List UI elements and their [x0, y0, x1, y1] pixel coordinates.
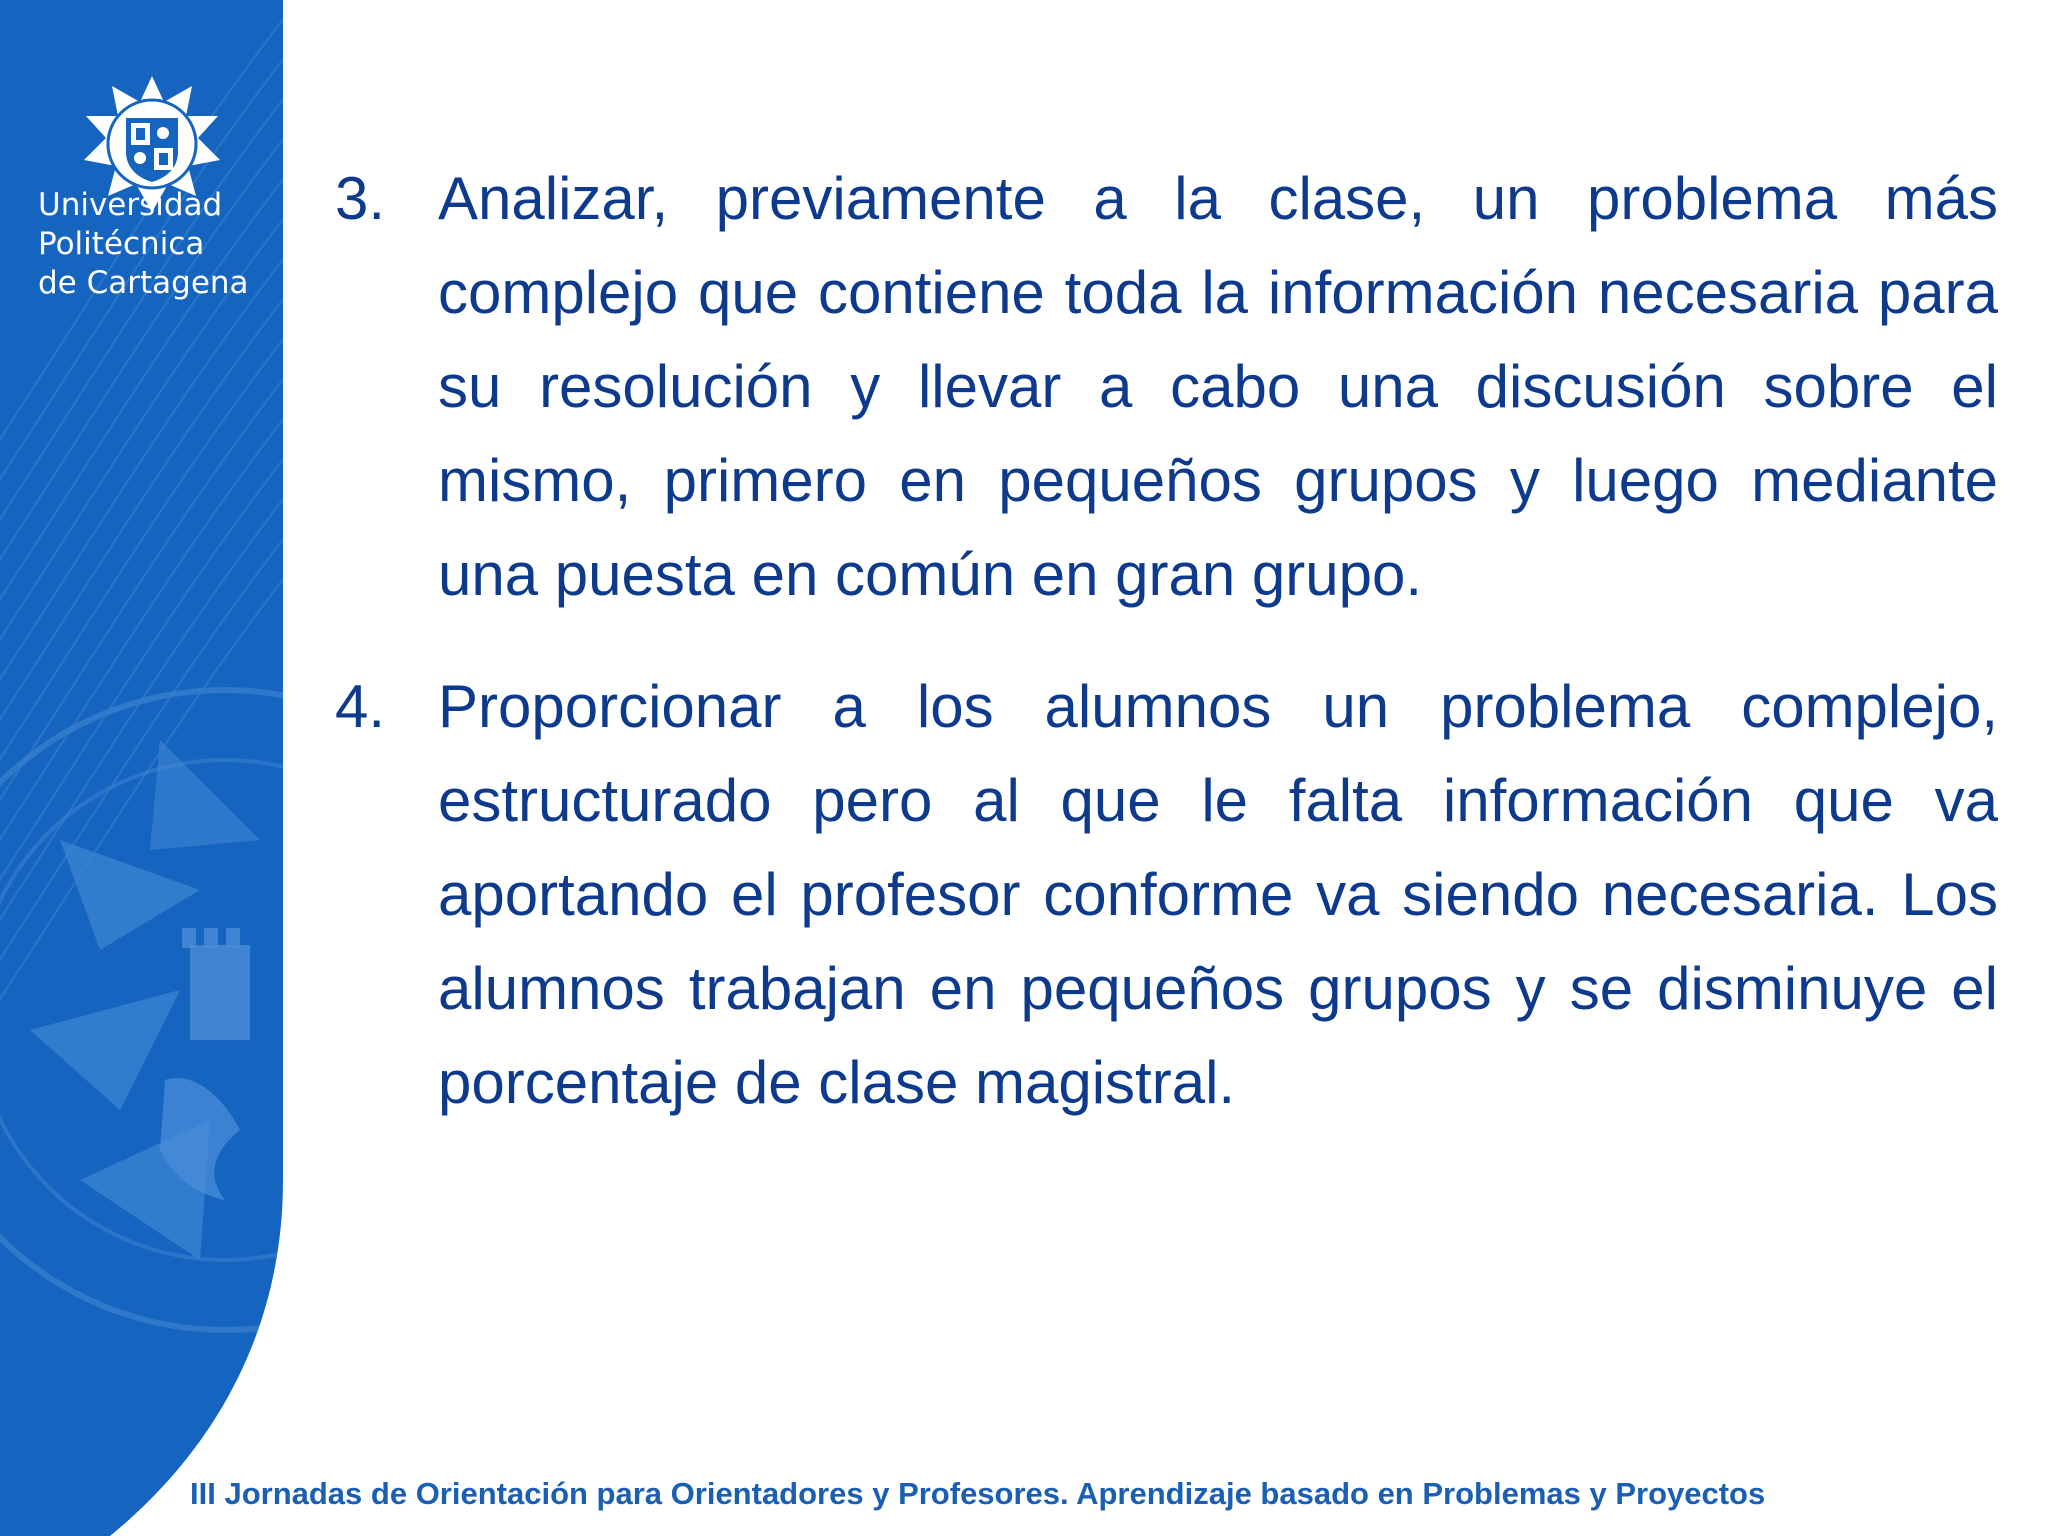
logo-line-3: de Cartagena — [38, 265, 249, 301]
list-item — [335, 152, 1998, 622]
logo-line-1: Universidad — [38, 187, 223, 223]
list-item-text: Proporcionar a los alumnos un problema complejo, estructurado pero al que le falta información que va aportando el profesor conforme va siendo necesaria. Los alumnos trabajan en pequeños grupos y se disminuye el porcentaje de clase magistral. — [438, 673, 1998, 1116]
logo-line-2: Politécnica — [38, 226, 205, 262]
footer-caption: III Jornadas de Orientación para Orientadores y Profesores. Aprendizaje basado en Problemas y Proyectos — [190, 1476, 1766, 1511]
list-item-text: Analizar, previamente a la clase, un problema más complejo que contiene toda la información necesaria para su resolución y llevar a cabo una discusión sobre el mismo, primero en pequeños grupos y luego mediante una puesta en común en gran grupo. — [438, 165, 1998, 608]
list-item — [335, 660, 1998, 1130]
list-item-number: 3. — [335, 165, 386, 232]
list-item-number: 4. — [335, 673, 386, 740]
slide-content — [335, 152, 1998, 1130]
